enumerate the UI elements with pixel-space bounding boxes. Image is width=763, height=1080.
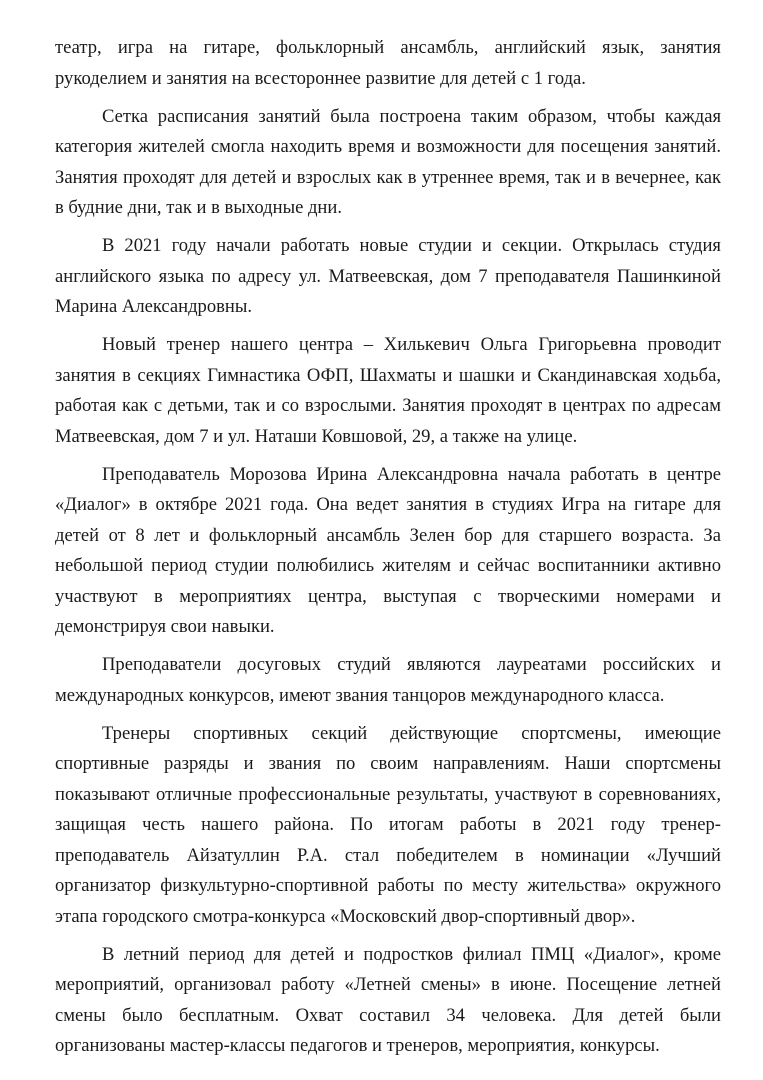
document-body: [55, 33, 721, 1069]
paragraph-teachers-laureates: Преподаватели досуговых студий являются лауреатами российских и международных конкурсов, имеют звания танцоров международного класса.: [55, 654, 721, 706]
paragraph-sports-trainers: Тренеры спортивных секций действующие спортсмены, имеющие спортивные разряды и звания по своим направлениям. Наши спортсмены показывают отличные профессиональные результаты, участвуют в соревнованиях, защищая честь нашего района. По итогам работы в 2021 году тренер-преподаватель Айзатуллин Р.А. стал победителем в номинации «Лучший организатор физкультурно-спортивной работы по месту жительства» окружного этапа городского смотра-конкурса «Московский двор-спортивный двор».: [55, 722, 721, 927]
paragraph-teacher-morozova: Преподаватель Морозова Ирина Александровна начала работать в центре «Диалог» в октябре 2021 года. Она ведет занятия в студиях Игра на гитаре для детей от 8 лет и фольклорный ансамбль Зелен бор для старшего возраста. За небольшой период студии полюбились жителям и сейчас воспитанники активно участвуют в мероприятиях центра, выступая с творческими номерами и демонстрируя свои навыки.: [55, 463, 721, 637]
paragraph-new-trainer: Новый тренер нашего центра – Хилькевич Ольга Григорьевна проводит занятия в секциях Гимнастика ОФП, Шахматы и шашки и Скандинавская ходьба, работая как с детьми, так и со взрослыми. Занятия проходят в центрах по адресам Матвеевская, дом 7 и ул. Наташи Ковшовой, 29, а также на улице.: [55, 334, 721, 447]
paragraph-activities-list: театр, игра на гитаре, фольклорный ансамбль, английский язык, занятия рукоделием и занятия на всестороннее развитие для детей с 1 года.: [55, 37, 721, 89]
paragraph-summer-shift: В летний период для детей и подростков филиал ПМЦ «Диалог», кроме мероприятий, организовал работу «Летней смены» в июне. Посещение летней смены было бесплатным. Охват составил 34 человека. Для детей были организованы мастер-классы педагогов и тренеров, мероприятия, конкурсы.: [55, 943, 721, 1056]
paragraph-new-studios: В 2021 году начали работать новые студии и секции. Открылась студия английского языка по адресу ул. Матвеевская, дом 7 преподавателя Пашинкиной Марина Александровны.: [55, 235, 721, 317]
paragraph-schedule: Сетка расписания занятий была построена таким образом, чтобы каждая категория жителей смогла находить время и возможности для посещения занятий. Занятия проходят для детей и взрослых как в утреннее время, так и в вечернее, как в будние дни, так и в выходные дни.: [55, 105, 721, 218]
